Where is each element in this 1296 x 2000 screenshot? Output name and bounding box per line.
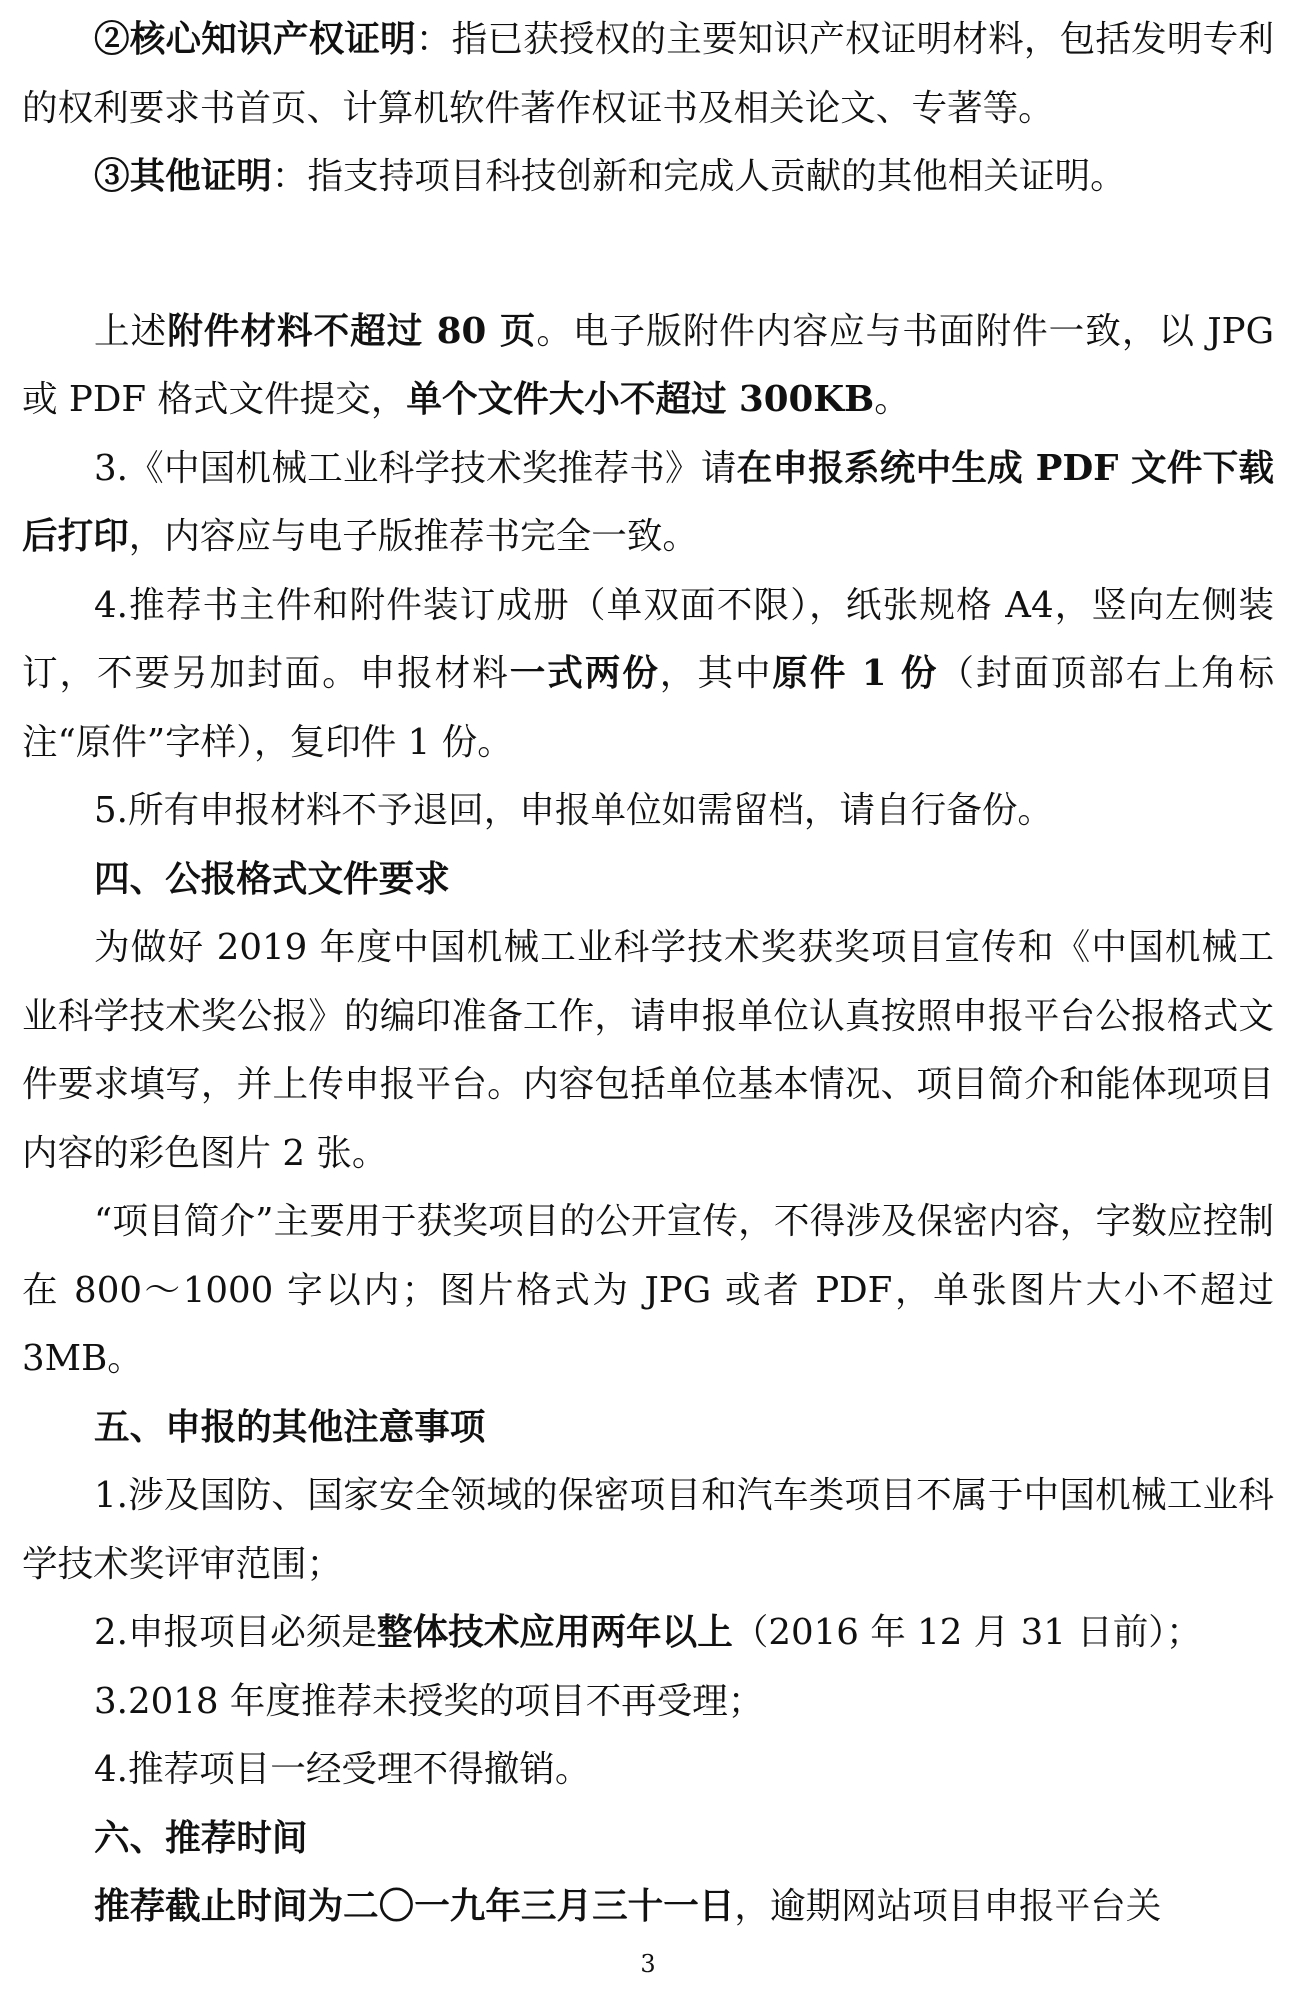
item-3-emphasis: 在申报系统中生成 PDF 文件下载后打印	[22, 447, 1274, 557]
paragraph-note-3: 3.2018 年度推荐未授奖的项目不再受理；	[94, 1680, 764, 1722]
item-4-original: 原件 1 份	[772, 653, 939, 694]
other-proof-text: ：指支持项目科技创新和完成人贡献的其他相关证明。	[271, 156, 1126, 197]
item-4-text-3: （封面顶部右上角标注“原件”字样），复印件 1 份。	[22, 653, 1275, 763]
item-4-text-1: 4.推荐书主件和附件装订成册（单双面不限），纸张规格 A4，竖向左侧装订，不要另加封面。申报材料	[22, 584, 1274, 694]
attachment-page-limit: 附件材料不超过 80 页	[167, 310, 537, 352]
paragraph-note-4: 4.推荐项目一经受理不得撤销。	[94, 1749, 591, 1790]
section-heading-4: 四、公报格式文件要求	[94, 858, 450, 900]
paragraph-bulletin-prep: 为做好 2019 年度中国机械工业科学技术奖获奖项目宣传和《中国机械工业科学技术奖公报》的编印准备工作，请申报单位认真按照申报平台公报格式文件要求填写，并上传申报平台。内容包括单位基本情况、项目简介和能体现项目内容的彩色图片 2 张。	[22, 927, 1274, 1174]
paragraph-item-3	[22, 435, 1274, 572]
paragraph-deadline	[22, 1873, 1274, 1942]
item-3-text-1: 3.《中国机械工业科学技术奖推荐书》请	[94, 447, 737, 489]
paragraph-other-proof	[22, 143, 1274, 212]
ip-proof-label: ②核心知识产权证明	[94, 19, 416, 60]
document-body	[22, 6, 1274, 1942]
section-heading-6: 六、推荐时间	[94, 1817, 308, 1859]
paragraph-item-4	[22, 572, 1274, 778]
other-proof-label: ③其他证明	[94, 156, 272, 197]
item-3-text-2: ，内容应与电子版推荐书完全一致。	[128, 516, 698, 557]
paragraph-note-2	[22, 1599, 1274, 1668]
ip-proof-text: ：指已获授权的主要知识产权证明材料，包括发明专利的权利要求书首页、计算机软件著作权证书及相关论文、专著等。	[22, 19, 1275, 129]
paragraph-attachment-limits	[22, 298, 1274, 435]
paragraph-item-5: 5.所有申报材料不予退回，申报单位如需留档，请自行备份。	[94, 790, 1053, 831]
paragraph-gap	[22, 212, 1274, 298]
deadline-emphasis: 推荐截止时间为二〇一九年三月三十一日	[94, 1886, 735, 1927]
paragraph-note-1: 1.涉及国防、国家安全领域的保密项目和汽车类项目不属于中国机械工业科学技术奖评审范围；	[22, 1475, 1274, 1585]
attachment-text-1: 上述	[94, 310, 168, 352]
note-2-text-1: 2.申报项目必须是	[94, 1612, 377, 1653]
note-2-text-2: （2016 年 12 月 31 日前）；	[732, 1612, 1202, 1653]
page-number: 3	[640, 1950, 656, 1978]
attachment-text-2: 。电子版附件内容应与书面附件一致，以 JPG 或 PDF 格式文件提交，	[22, 310, 1275, 420]
attachment-text-3: 。	[874, 379, 910, 420]
item-4-copies: 一式两份	[509, 653, 660, 694]
deadline-text: ，逾期网站项目申报平台关	[734, 1886, 1162, 1927]
attachment-size-limit: 单个文件大小不超过 300KB	[406, 379, 875, 420]
section-heading-5: 五、申报的其他注意事项	[94, 1406, 486, 1448]
paragraph-ip-proof	[22, 6, 1274, 143]
note-2-emphasis: 整体技术应用两年以上	[377, 1612, 733, 1653]
item-4-text-2: ，其中	[659, 653, 773, 694]
paragraph-project-summary: “项目简介”主要用于获奖项目的公开宣传，不得涉及保密内容，字数应控制在 800～1000 字以内；图片格式为 JPG 或者 PDF，单张图片大小不超过 3MB。	[22, 1201, 1274, 1379]
